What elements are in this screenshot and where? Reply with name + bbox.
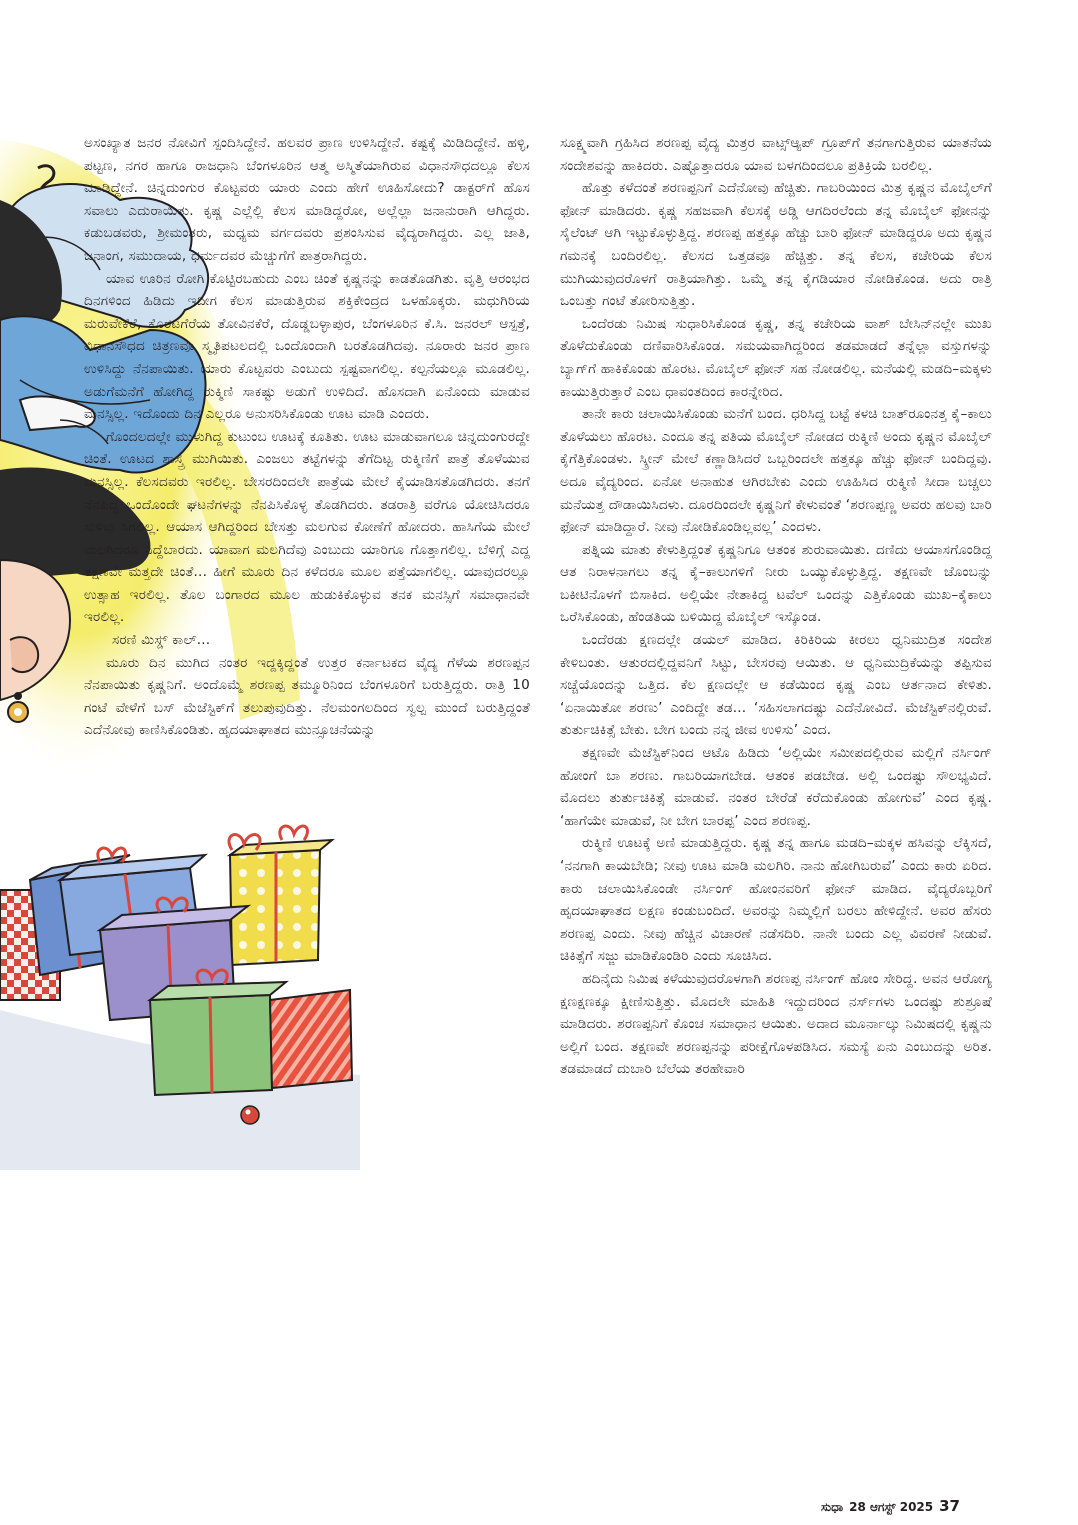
article-left-column <box>84 132 530 742</box>
paragraph: ಒಂದೆರಡು ನಿಮಿಷ ಸುಧಾರಿಸಿಕೊಂಡ ಕೃಷ್ಣ, ತನ್ನ ಕಚೇರಿಯ ವಾಶ್ ಬೇಸಿನ್‌ನಲ್ಲೇ ಮುಖ ತೊಳೆದುಕೊಂಡು ದಣಿವಾರಿಸಿಕೊಂಡ. ಸಮಯವಾಗಿದ್ದರಿಂದ ತಡಮಾಡದೆ ತನ್ನೆಲ್ಲಾ ವಸ್ತುಗಳನ್ನು ಬ್ಯಾಗ್‌ಗೆ ಹಾಕಿಕೊಂಡು ಹೊರಟ. ಮೊಬೈಲ್ ಫೋನ್ ಸಹ ನೋಡಲಿಲ್ಲ. ಮನೆಯಲ್ಲಿ ಮಡದಿ–ಮಕ್ಕಳು ಕಾಯುತ್ತಿರುತ್ತಾರೆ ಎಂಬ ಧಾವಂತದಿಂದ ಕಾರನ್ನೇರಿದ. <box>560 315 992 400</box>
paragraph: ಪತ್ನಿಯ ಮಾತು ಕೇಳುತ್ತಿದ್ದಂತೆ ಕೃಷ್ಣನಿಗೂ ಆತಂಕ ಶುರುವಾಯಿತು. ದಣಿದು ಆಯಾಸಗೊಂಡಿದ್ದ ಆತ ನಿರಾಳನಾಗಲು ತನ್ನ ಕೈ–ಕಾಲುಗಳಿಗೆ ನೀರು ಒಯ್ಯುಕೊಳ್ಳುತ್ತಿದ್ದ. ತಕ್ಷಣವೇ ಚೊಂಬನ್ನು ಬಕೀಟಿನೊಳಗೆ ಬಿಸಾಕಿದ. ಅಲ್ಲಿಯೇ ನೇತಾಕಿದ್ದ ಟವೆಲ್ ಒಂದನ್ನು ಎತ್ತಿಕೊಂಡು ಮುಖ–ಕೈಕಾಲು ಒರೆಸಿಕೊಂಡು, ಹೆಂಡತಿಯ ಬಳಿಯಿದ್ದ ಮೊಬೈಲ್ ಇಸ್ಕೊಂಡ. <box>560 541 992 626</box>
paragraph: ಒಂದೆರಡು ಕ್ಷಣದಲ್ಲೇ ಡಯಲ್ ಮಾಡಿದ. ಕಿರಿಕಿರಿಯ ಕೀರಲು ಧ್ವನಿಮುದ್ರಿತ ಸಂದೇಶ ಕೇಳಿಬಂತು. ಆತುರದಲ್ಲಿದ್ದವನಿಗೆ ಸಿಟ್ಟು, ಬೇಸರವು ಆಯಿತು. ಆ ಧ್ವನಿಮುದ್ರಿಕೆಯನ್ನು ತಪ್ಪಿಸುವ ಸಚ್ಚೆಯೊಂದನ್ನು ಒತ್ತಿದ. ಕೆಲ ಕ್ಷಣದಲ್ಲೇ ಆ ಕಡೆಯಿಂದ ಕೃಷ್ಣ ಎಂಬ ಆರ್ತನಾದ ಕೇಳಿತು. ‘ಏನಾಯಿತೋ ಶರಣು’ ಎಂದಿದ್ದೇ ತಡ... ‘ಸಹಿಸಲಾಗದಷ್ಟು ಎದೆನೋವಿದೆ. ಮೆಜೆಸ್ಟಿಕ್‌ನಲ್ಲಿರುವೆ. ತುರ್ತುಚಿಕಿತ್ಸೆ ಬೇಕು. ಬೇಗ ಬಂದು ನನ್ನ ಜೀವ ಉಳಿಸು’ ಎಂದ. <box>560 632 992 739</box>
paragraph: ತಾನೇ ಕಾರು ಚಲಾಯಿಸಿಕೊಂಡು ಮನೆಗೆ ಬಂದ. ಧರಿಸಿದ್ದ ಬಟ್ಟೆ ಕಳಚಿ ಬಾತ್‌ರೂಂನತ್ತ ಕೈ–ಕಾಲು ತೊಳೆಯಲು ಹೊರಟ. ಎಂದೂ ತನ್ನ ಪತಿಯ ಮೊಬೈಲ್ ನೋಡದ ರುಕ್ಮಿಣಿ ಅಂದು ಕೃಷ್ಣನ ಮೊಬೈಲ್ ಕೈಗೆತ್ತಿಕೊಂಡಳು. ಸ್ಕ್ರೀನ್ ಮೇಲೆ ಕಣ್ಣಾಡಿಸಿದರೆ ಒಬ್ಬರಿಂದಲೇ ಹತ್ತಕ್ಕೂ ಹೆಚ್ಚು ಫೋನ್ ಬಂದಿದ್ದವು. ಅದೂ ವೈದ್ಯರಿಂದ. ಏನೋ ಅನಾಹುತ ಆಗಿರಬೇಕು ಎಂದು ಊಹಿಸಿದ ರುಕ್ಮಿಣಿ ಸೀದಾ ಬಚ್ಚಲು ಮನೆಯತ್ತ ದೌಡಾಯಿಸಿದಳು. ದೂರದಿಂದಲೇ ಕೃಷ್ಣನಿಗೆ ಕೇಳುವಂತೆ ‘ಶರಣಪ್ಪಣ್ಣ ಅವರು ಹಲವು ಬಾರಿ ಫೋನ್ ಮಾಡಿದ್ದಾರೆ. ನೀವು ನೋಡಿಕೊಂಡಿಲ್ಲವಲ್ಲ’ ಎಂದಳು. <box>560 406 992 536</box>
paragraph: ಮೂರು ದಿನ ಮುಗಿದ ನಂತರ ಇದ್ದಕ್ಕಿದ್ದಂತೆ ಉತ್ತರ ಕರ್ನಾಟಕದ ವೈದ್ಯ ಗೆಳೆಯ ಶರಣಪ್ಪನ ನೆನಪಾಯಿತು ಕೃಷ್ಣನಿಗೆ. ಅಂದೊಮ್ಮೆ ಶರಣಪ್ಪ ತಮ್ಮೂರಿನಿಂದ ಬೆಂಗಳೂರಿಗೆ ಬರುತ್ತಿದ್ದರು. ರಾತ್ರಿ 10 ಗಂಟೆ ವೇಳೆಗೆ ಬಸ್ ಮೆಜೆಸ್ಟಿಕ್‌ಗೆ ತಲುಪುವುದಿತ್ತು. ನೆಲಮಂಗಲದಿಂದ ಸ್ವಲ್ಪ ಮುಂದೆ ಬರುತ್ತಿದ್ದಂತೆ ಎದೆನೋವು ಕಾಣಿಸಿಕೊಂಡಿತು. ಹೃದಯಾಘಾತದ ಮುನ್ಸೂಚನೆಯನ್ನು <box>84 654 530 739</box>
issue-date: 28 ಆಗಸ್ಟ್ 2025 <box>849 1500 934 1514</box>
paragraph: ರುಕ್ಮಿಣಿ ಊಟಕ್ಕೆ ಅಣಿ ಮಾಡುತ್ತಿದ್ದರು. ಕೃಷ್ಣ ತನ್ನ ಹಾಗೂ ಮಡದಿ–ಮಕ್ಕಳ ಹಸಿವನ್ನು ಲೆಕ್ಕಿಸದೆ, ‘ನನಗಾಗಿ ಕಾಯಬೇಡಿ; ನೀವು ಊಟ ಮಾಡಿ ಮಲಗಿರಿ. ನಾನು ಹೋಗಿಬರುವೆ’ ಎಂದು ಕಾರು ಏರಿದ. ಕಾರು ಚಲಾಯಿಸಿಕೊಂಡೇ ನರ್ಸಿಂಗ್ ಹೋಂನವರಿಗೆ ಫೋನ್ ಮಾಡಿದ. ವೈದ್ಯರೊಬ್ಬರಿಗೆ ಹೃದಯಾಘಾತದ ಲಕ್ಷಣ ಕಂಡುಬಂದಿದೆ. ಅವರನ್ನು ನಿಮ್ಮಲ್ಲಿಗೆ ಬರಲು ಹೇಳಿದ್ದೇನೆ. ಅವರ ಹೆಸರು ಶರಣಪ್ಪ ಎಂದು. ನೀವು ಹೆಚ್ಚಿನ ವಿಚಾರಣೆ ನಡೆಸದಿರಿ. ನಾನೇ ಬಂದು ಎಲ್ಲ ವಿವರಣೆ ನೀಡುವೆ. ಚಿಕಿತ್ಸೆಗೆ ಸಜ್ಜು ಮಾಡಿಕೊಂಡಿರಿ ಎಂದು ಸೂಚಿಸಿದ. <box>560 835 992 965</box>
paragraph: ತಕ್ಷಣವೇ ಮೆಜೆಸ್ಟಿಕ್‌ನಿಂದ ಆಟೊ ಹಿಡಿದು ‘ಅಲ್ಲಿಯೇ ಸಮೀಪದಲ್ಲಿರುವ ಮಲ್ಲಿಗೆ ನರ್ಸಿಂಗ್ ಹೋಂಗೆ ಬಾ ಶರಣು. ಗಾಬರಿಯಾಗಬೇಡ. ಆತಂಕ ಪಡಬೇಡ. ಅಲ್ಲಿ ಒಂದಷ್ಟು ಸೌಲಭ್ಯವಿದೆ. ಮೊದಲು ತುರ್ತುಚಿಕಿತ್ಸೆ ಮಾಡುವೆ. ನಂತರ ಬೇರೆಡೆ ಕರೆದುಕೊಂಡು ಹೋಗುವೆ’ ಎಂದ ಕೃಷ್ಣ. ‘ಹಾಗೆಯೇ ಮಾಡುವೆ, ನೀ ಬೇಗ ಬಾರಪ್ಪ’ ಎಂದ ಶರಣಪ್ಪ. <box>560 745 992 829</box>
paragraph: ಅಸಂಖ್ಯಾತ ಜನರ ನೋವಿಗೆ ಸ್ಪಂದಿಸಿದ್ದೇನೆ. ಹಲವರ ಪ್ರಾಣ ಉಳಿಸಿದ್ದೇನೆ. ಕಷ್ಟಕ್ಕೆ ಮಿಡಿದಿದ್ದೇನೆ. ಹಳ್ಳಿ, ಪಟ್ಟಣ, ನಗರ ಹಾಗೂ ರಾಜಧಾನಿ ಬೆಂಗಳೂರಿನ ಆತ್ಮ ಅಸ್ಮಿತೆಯಾಗಿರುವ ವಿಧಾನಸೌಧದಲ್ಲೂ ಕೆಲಸ ಮಾಡಿದ್ದೇನೆ. ಚಿನ್ನದುಂಗುರ ಕೊಟ್ಟವರು ಯಾರು ಎಂದು ಹೇಗೆ ಊಹಿಸೋದು? ಡಾಕ್ಟರ್‌ಗೆ ಹೊಸ ಸವಾಲು ಎದುರಾಯಿತು. ಕೃಷ್ಣ ಎಲ್ಲೆಲ್ಲಿ ಕೆಲಸ ಮಾಡಿದ್ದರೋ, ಅಲ್ಲೆಲ್ಲಾ ಜನಾನುರಾಗಿ ಆಗಿದ್ದರು. ಕಡುಬಡವರು, ಶ್ರೀಮಂತರು, ಮಧ್ಯಮ ವರ್ಗದವರು ಪ್ರಶಂಸಿಸುವ ವೈದ್ಯರಾಗಿದ್ದರು. ಎಲ್ಲ ಜಾತಿ, ಜನಾಂಗ, ಸಮುದಾಯ, ಧರ್ಮದವರ ಮೆಚ್ಚುಗೆಗೆ ಪಾತ್ರರಾಗಿದ್ದರು. <box>84 135 530 264</box>
paragraph: ಸೂಕ್ಷ್ಮವಾಗಿ ಗ್ರಹಿಸಿದ ಶರಣಪ್ಪ ವೈದ್ಯ ಮಿತ್ರರ ವಾಟ್ಸ್‌ಆ್ಯಪ್ ಗ್ರೂಪ್‌ಗೆ ತನಗಾಗುತ್ತಿರುವ ಯಾತನೆಯ ಸಂದೇಶವನ್ನು ಹಾಕಿದರು. ಎಷ್ಟೊತ್ತಾದರೂ ಯಾವ ಬಳಗದಿಂದಲೂ ಪ್ರತಿಕ್ರಿಯೆ ಬರಲಿಲ್ಲ. <box>560 135 992 174</box>
magazine-name: ಸುಧಾ <box>820 1500 844 1514</box>
paragraph: ಯಾವ ಊರಿನ ರೋಗಿ ಕೊಟ್ಟಿರಬಹುದು ಎಂಬ ಚಿಂತೆ ಕೃಷ್ಣನನ್ನು ಕಾಡತೊಡಗಿತು. ವೃತ್ತಿ ಆರಂಭದ ದಿನಗಳಿಂದ ಹಿಡಿದು ಇದೀಗ ಕೆಲಸ ಮಾಡುತ್ತಿರುವ ಶಕ್ತಿಕೇಂದ್ರದ ಒಳಹೊಕ್ಕರು. ಮಧುಗಿರಿಯ ಮರುವೇಕೆರೆ, ಕೊರಟಗೆರೆಯ ತೋವಿನಕೆರೆ, ದೊಡ್ಡಬಳ್ಳಾಪುರ, ಬೆಂಗಳೂರಿನ ಕೆ.ಸಿ. ಜನರಲ್ ಆಸ್ಪತ್ರೆ, ವಿಧಾನಸೌಧದ ಚಿತ್ರಣವೂ ಸ್ಮೃತಿಪಟಲದಲ್ಲಿ ಒಂದೊಂದಾಗಿ ಬರತೊಡಗಿದವು. ನೂರಾರು ಜನರ ಪ್ರಾಣ ಉಳಿಸಿದ್ದು ನೆನಪಾಯಿತು. ಯಾರು ಕೊಟ್ಟವರು ಎಂಬುದು ಸ್ಪಷ್ಟವಾಗಲಿಲ್ಲ. ಕಲ್ಪನೆಯಲ್ಲೂ ಮೂಡಲಿಲ್ಲ. ಅಡುಗೆಮನೆಗೆ ಹೋಗಿದ್ದ ರುಕ್ಮಿಣಿ ಸಾಕಷ್ಟು ಅಡುಗೆ ಉಳಿದಿದೆ. ಹೊಸದಾಗಿ ಏನೊಂದು ಮಾಡುವ ಮನಸ್ಸಿಲ್ಲ. ಇದೊಂದು ದಿನ ಎಲ್ಲರೂ ಅನುಸರಿಸಿಕೊಂಡು ಊಟ ಮಾಡಿ ಎಂದರು. <box>84 270 530 423</box>
paragraph: ಹದಿನೈದು ನಿಮಿಷ ಕಳೆಯುವುದರೊಳಗಾಗಿ ಶರಣಪ್ಪ ನರ್ಸಿಂಗ್ ಹೋಂ ಸೇರಿದ್ದ. ಅವನ ಆರೋಗ್ಯ ಕ್ಷಣಕ್ಷಣಕ್ಕೂ ಕ್ಷೀಣಿಸುತ್ತಿತ್ತು. ಮೊದಲೇ ಮಾಹಿತಿ ಇದ್ದುದರಿಂದ ನರ್ಸ್‌ಗಳು ಒಂದಷ್ಟು ಶುಶ್ರೂಷೆ ಮಾಡಿದರು. ಶರಣಪ್ಪನಿಗೆ ಕೊಂಚ ಸಮಾಧಾನ ಆಯಿತು. ಅದಾದ ಮೂರ್ನಾಲ್ಕು ನಿಮಿಷದಲ್ಲಿ ಕೃಷ್ಣನು ಅಲ್ಲಿಗೆ ಬಂದ. ತಕ್ಷಣವೇ ಶರಣಪ್ಪನನ್ನು ಪರೀಕ್ಷೆಗೊಳಪಡಿಸಿದ. ಸಮಸ್ಯೆ ಏನು ಎಂಬುದನ್ನು ಅರಿತ. ತಡಮಾಡದೆ ದುಬಾರಿ ಬೆಲೆಯ ತರಹೇವಾರಿ <box>560 970 992 1078</box>
paragraph: ಹೊತ್ತು ಕಳೆದಂತೆ ಶರಣಪ್ಪನಿಗೆ ಎದೆನೋವು ಹೆಚ್ಚಿತು. ಗಾಬರಿಯಿಂದ ಮಿತ್ರ ಕೃಷ್ಣನ ಮೊಬೈಲ್‌ಗೆ ಫೋನ್ ಮಾಡಿದರು. ಕೃಷ್ಣ ಸಹಜವಾಗಿ ಕೆಲಸಕ್ಕೆ ಅಡ್ಡಿ ಆಗದಿರಲೆಂದು ತನ್ನ ಮೊಬೈಲ್ ಫೋನನ್ನು ಸೈಲೆಂಟ್ ಆಗಿ ಇಟ್ಟುಕೊಳ್ಳುತ್ತಿದ್ದ. ಶರಣಪ್ಪ ಹತ್ತಕ್ಕೂ ಹೆಚ್ಚು ಬಾರಿ ಫೋನ್ ಮಾಡಿದ್ದರೂ ಅದು ಕೃಷ್ಣನ ಗಮನಕ್ಕೆ ಬಂದಿರಲಿಲ್ಲ. ಕೆಲಸದ ಒತ್ತಡವೂ ಹೆಚ್ಚಿತ್ತು. ತನ್ನ ಕೆಲಸ, ಕಚೇರಿಯ ಕೆಲಸ ಮುಗಿಯುವುದರೊಳಗೆ ರಾತ್ರಿಯಾಗಿತ್ತು. ಒಮ್ಮೆ ತನ್ನ ಕೈಗಡಿಯಾರ ನೋಡಿಕೊಂಡ. ಅದು ರಾತ್ರಿ ಒಂಬತ್ತು ಗಂಟೆ ತೋರಿಸುತ್ತಿತ್ತು. <box>560 180 992 310</box>
page-footer <box>821 1497 960 1515</box>
page-number: 37 <box>939 1497 960 1515</box>
paragraph: ಗೊಂದಲದಲ್ಲೇ ಮುಳುಗಿದ್ದ ಕುಟುಂಬ ಊಟಕ್ಕೆ ಕೂತಿತು. ಊಟ ಮಾಡುವಾಗಲೂ ಚಿನ್ನದುಂಗುರದ್ದೇ ಚಿಂತೆ. ಊಟದ ಶಾಸ್ತ್ರ ಮುಗಿಯಿತು. ಎಂಜಲು ತಟ್ಟೆಗಳನ್ನು ತೆಗೆದಿಟ್ಟ ರುಕ್ಮಿಣಿಗೆ ಪಾತ್ರೆ ತೊಳೆಯುವ ಮನಸ್ಸಿಲ್ಲ. ಕೆಲಸದವರು ಇರಲಿಲ್ಲ. ಬೇಸರದಿಂದಲೇ ಪಾತ್ರೆಯ ಮೇಲೆ ಕೈಯಾಡಿಸತೊಡಗಿದರು. ತನಗೆ ನೆನಪಿದ್ದ ಒಂದೊಂದೇ ಘಟನೆಗಳನ್ನು ನೆನಪಿಸಿಕೊಳ್ಳ ತೊಡಗಿದರು. ತಡರಾತ್ರಿ ವರೆಗೂ ಯೋಚಿಸಿದರೂ ಸುಳಿವು ಸಿಗಲಿಲ್ಲ. ಆಯಾಸ ಆಗಿದ್ದರಿಂದ ಬೇಸತ್ತು ಮಲಗುವ ಕೋಣೆಗೆ ಹೋದರು. ಹಾಸಿಗೆಯ ಮೇಲೆ ಮಲಗಿದರೂ ನಿದ್ದೆಬಾರದು. ಯಾವಾಗ ಮಲಗಿದೆವು ಎಂಬುದು ಯಾರಿಗೂ ಗೊತ್ತಾಗಲಿಲ್ಲ. ಬೆಳಿಗ್ಗೆ ಎದ್ದ ತಕ್ಷಣವೇ ಮತ್ತದೇ ಚಿಂತೆ... ಹೀಗೆ ಮೂರು ದಿನ ಕಳೆದರೂ ಮೂಲ ಪತ್ತೆಯಾಗಲಿಲ್ಲ. ಯಾವುದರಲ್ಲೂ ಉತ್ಸಾಹ ಇರಲಿಲ್ಲ. ತೊಲ ಬಂಗಾರದ ಮೂಲ ಹುಡುಕಿಕೊಳ್ಳುವ ತನಕ ಮನಸ್ಸಿಗೆ ಸಮಾಧಾನವೇ ಇರಲಿಲ್ಲ. <box>84 428 530 626</box>
section-subheading: ಸರಣಿ ಮಿಸ್ಡ್ ಕಾಲ್... <box>112 632 211 649</box>
gift-boxes <box>0 826 360 1170</box>
article-right-column <box>560 132 992 1081</box>
